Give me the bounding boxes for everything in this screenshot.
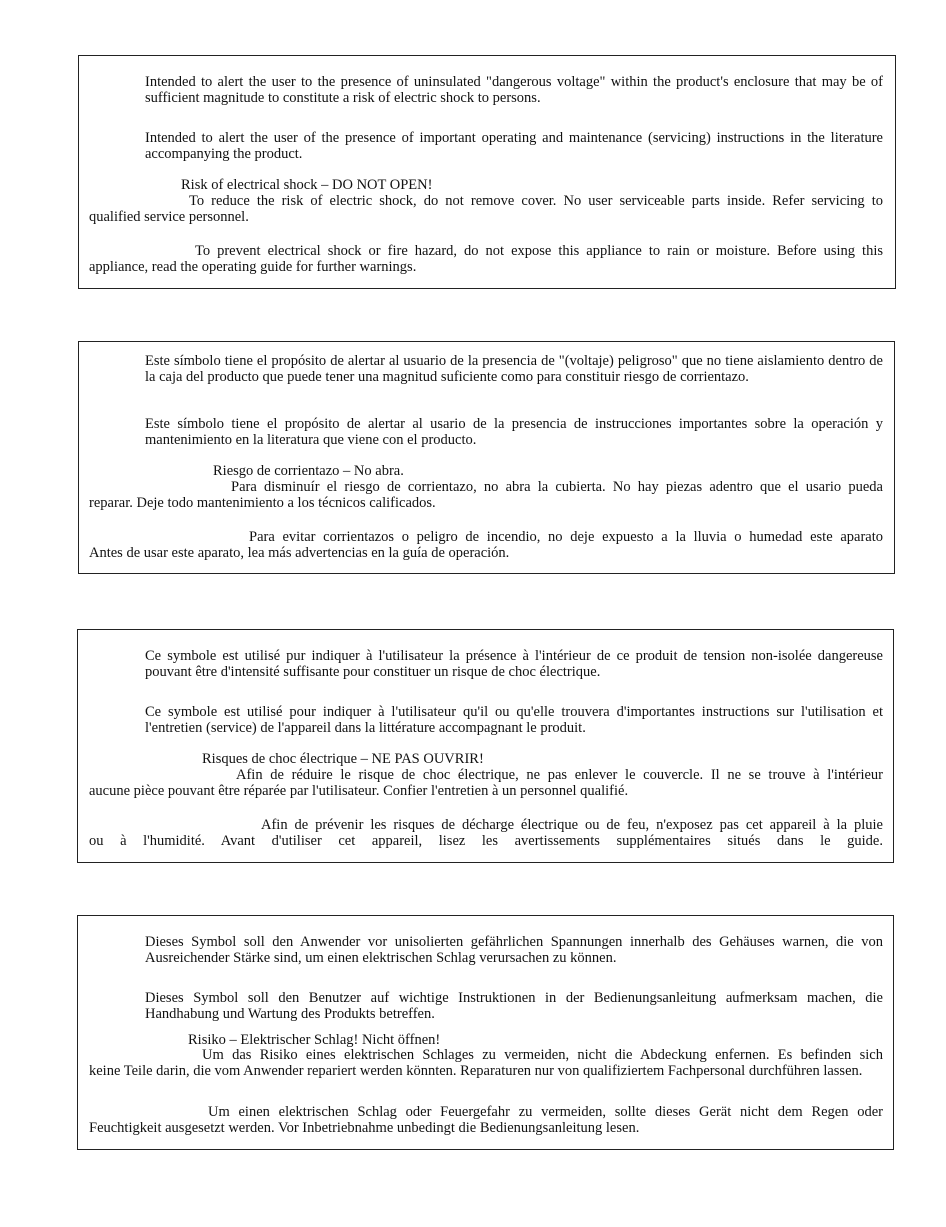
- warning-text-line1: Afin de prévenir les risques de décharge électrique ou de feu, n'exposez pas cet appareil à la pluie: [261, 817, 883, 833]
- caution-text-line2: reparar. Deje todo mantenimiento a los técnicos calificados.: [89, 495, 436, 511]
- caution-text-line2: keine Teile darin, die vom Anwender repariert werden könnten. Reparaturen nur von qualifiziertem Fachpersonal durchführen lassen.: [89, 1063, 863, 1079]
- instructions-notice-text: Ce symbole est utilisé pour indiquer à l'utilisateur qu'il ou qu'elle trouvera d'importantes instructions sur l'utilisation et l'entretien (service) de l'appareil dans la littérature accompagnant le produit.: [145, 704, 883, 736]
- spanish-safety-box: [78, 341, 895, 574]
- caution-text-line2: aucune pièce pouvant être réparée par l'utilisateur. Confier l'entretien à un personnel qualifié.: [89, 783, 629, 799]
- warning-text-line1: Para evitar corrientazos o peligro de incendio, no deje expuesto a la lluvia o humedad este aparato: [249, 529, 883, 545]
- warning-text-line2: appliance, read the operating guide for further warnings.: [89, 259, 417, 275]
- warning-text-line2: Antes de usar este aparato, lea más advertencias en la guía de operación.: [89, 545, 510, 561]
- caution-text-line2: qualified service personnel.: [89, 209, 249, 225]
- caution-heading: Risk of electrical shock – DO NOT OPEN!: [181, 177, 433, 193]
- caution-heading: Risiko – Elektrischer Schlag! Nicht öffnen!: [188, 1032, 441, 1048]
- warning-text-line1: To prevent electrical shock or fire hazard, do not expose this appliance to rain or moisture. Before using this: [195, 243, 883, 259]
- german-safety-box: [77, 915, 894, 1150]
- instructions-notice-text: Este símbolo tiene el propósito de alertar al usario de la presencia de instrucciones importantes sobre la operación y mantenimiento en la literatura que viene con el producto.: [145, 416, 883, 448]
- caution-text-line1: Afin de réduire le risque de choc électrique, ne pas enlever le couvercle. Il ne se trouve à l'intérieur: [236, 767, 883, 783]
- warning-text-line2: Feuchtigkeit ausgesetzt werden. Vor Inbetriebnahme unbedingt die Bedienungsanleitung lesen.: [89, 1120, 640, 1136]
- caution-text-line1: To reduce the risk of electric shock, do not remove cover. No user serviceable parts inside. Refer servicing to: [189, 193, 883, 209]
- warning-text-line2: ou à l'humidité. Avant d'utiliser cet appareil, lisez les avertissements supplémentaires situés dans le guide.: [89, 833, 883, 849]
- caution-text-line1: Um das Risiko eines elektrischen Schlages zu vermeiden, nicht die Abdeckung enfernen. Es befinden sich: [202, 1047, 883, 1063]
- voltage-warning-text: Dieses Symbol soll den Anwender vor unisolierten gefährlichen Spannungen innerhalb des Gehäuses warnen, die von Ausreichender Stärke sind, um einen elektrischen Schlag verursachen zu können.: [145, 934, 883, 966]
- english-safety-box: [78, 55, 896, 289]
- caution-heading: Risques de choc électrique – NE PAS OUVRIR!: [202, 751, 484, 767]
- french-safety-box: [77, 629, 894, 863]
- voltage-warning-text: Este símbolo tiene el propósito de alertar al usuario de la presencia de "(voltaje) peligroso" que no tiene aislamiento dentro de la caja del producto que puede tener una magnitud suficiente como para constituir riesgo de corrientazo.: [145, 353, 883, 385]
- instructions-notice-text: Dieses Symbol soll den Benutzer auf wichtige Instruktionen in der Bedienungsanleitung aufmerksam machen, die Handhabung und Wartung des Produkts betreffen.: [145, 990, 883, 1022]
- warning-text-line1: Um einen elektrischen Schlag oder Feuergefahr zu vermeiden, sollte dieses Gerät nicht dem Regen oder: [208, 1104, 883, 1120]
- voltage-warning-text: Ce symbole est utilisé pur indiquer à l'utilisateur la présence à l'intérieur de ce produit de tension non-isolée dangereuse pouvant être d'intensité suffisante pour constituer un risque de choc électrique.: [145, 648, 883, 680]
- caution-text-line1: Para disminuír el riesgo de corrientazo, no abra la cubierta. No hay piezas adentro que el usario pueda: [231, 479, 883, 495]
- voltage-warning-text: Intended to alert the user to the presence of uninsulated "dangerous voltage" within the product's enclosure that may be of sufficient magnitude to constitute a risk of electric shock to persons.: [145, 74, 883, 106]
- caution-heading: Riesgo de corrientazo – No abra.: [213, 463, 404, 479]
- instructions-notice-text: Intended to alert the user of the presence of important operating and maintenance (servicing) instructions in the literature accompanying the product.: [145, 130, 883, 162]
